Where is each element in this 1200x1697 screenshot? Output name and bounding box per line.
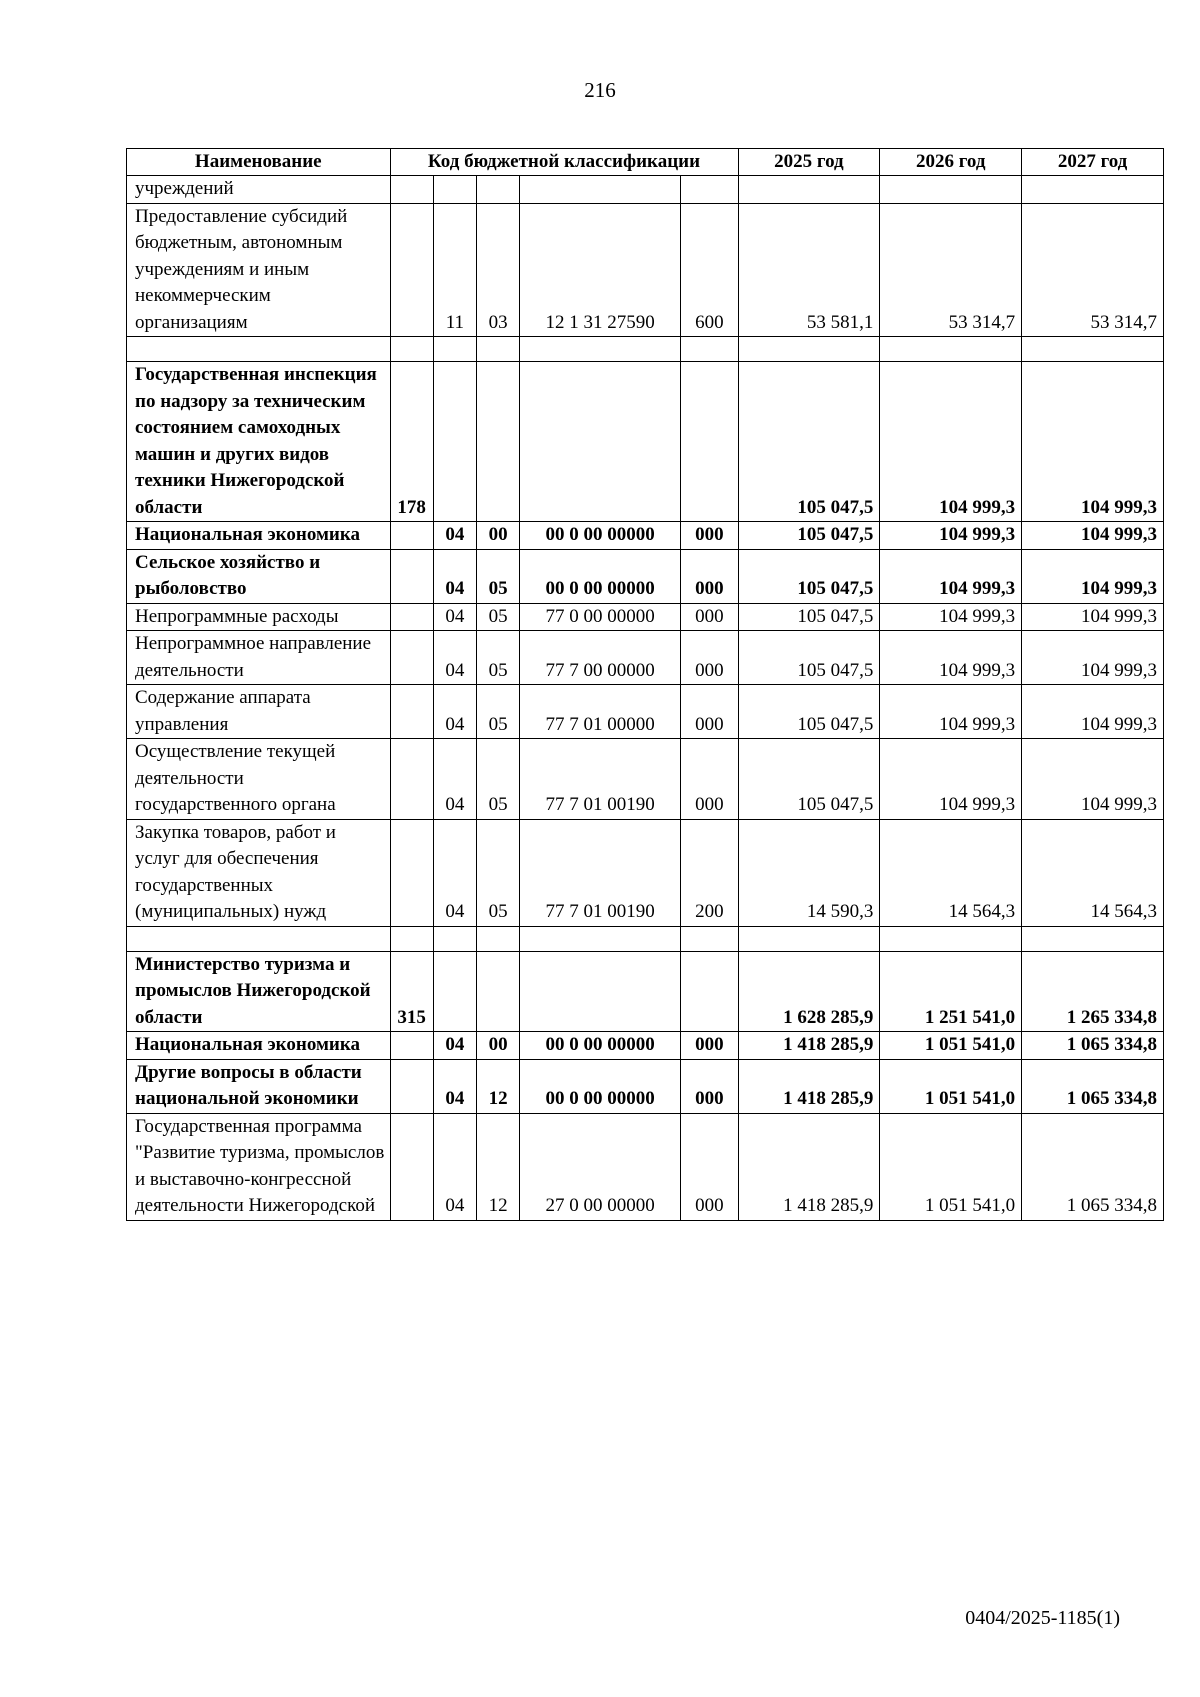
cell-2025: 105 047,5 <box>738 685 880 739</box>
cell-section: 04 <box>433 1059 476 1113</box>
cell-2025 <box>738 337 880 362</box>
row-name: Предоставление субсидий бюджетным, автономным учреждениям и иным некоммерческим организациям <box>127 203 391 337</box>
page-number: 216 <box>584 78 616 102</box>
cell-section <box>433 176 476 204</box>
cell-dept <box>390 1032 433 1060</box>
row-name: Осуществление текущей деятельности государственного органа <box>127 739 391 820</box>
cell-expense-kind: 200 <box>681 819 738 926</box>
cell-expense-kind: 000 <box>681 685 738 739</box>
table-row <box>127 362 1164 522</box>
cell-section: 04 <box>433 631 476 685</box>
cell-2027 <box>1022 337 1164 362</box>
cell-2027: 104 999,3 <box>1022 603 1164 631</box>
row-name: Непрограммные расходы <box>127 603 391 631</box>
table-row <box>127 522 1164 550</box>
cell-dept <box>390 522 433 550</box>
cell-section: 04 <box>433 522 476 550</box>
table-row <box>127 1032 1164 1060</box>
cell-2025: 14 590,3 <box>738 819 880 926</box>
cell-expense-kind: 600 <box>681 203 738 337</box>
table-row <box>127 685 1164 739</box>
cell-expense-kind: 000 <box>681 739 738 820</box>
cell-dept <box>390 337 433 362</box>
cell-2025: 105 047,5 <box>738 362 880 522</box>
cell-2027: 14 564,3 <box>1022 819 1164 926</box>
cell-2027: 104 999,3 <box>1022 549 1164 603</box>
cell-target-code: 00 0 00 00000 <box>520 522 681 550</box>
cell-target-code: 77 7 01 00190 <box>520 819 681 926</box>
table-row <box>127 739 1164 820</box>
cell-section: 04 <box>433 1113 476 1220</box>
cell-2026: 104 999,3 <box>880 685 1022 739</box>
cell-2026: 104 999,3 <box>880 603 1022 631</box>
cell-target-code: 00 0 00 00000 <box>520 549 681 603</box>
cell-expense-kind: 000 <box>681 549 738 603</box>
cell-2025: 1 628 285,9 <box>738 951 880 1032</box>
table-row <box>127 176 1164 204</box>
cell-2026: 1 251 541,0 <box>880 951 1022 1032</box>
cell-2025 <box>738 176 880 204</box>
cell-subsection: 12 <box>476 1113 519 1220</box>
cell-2026: 104 999,3 <box>880 549 1022 603</box>
cell-subsection: 05 <box>476 739 519 820</box>
cell-expense-kind: 000 <box>681 522 738 550</box>
cell-subsection: 05 <box>476 685 519 739</box>
table-row <box>127 819 1164 926</box>
cell-dept <box>390 685 433 739</box>
cell-target-code: 77 0 00 00000 <box>520 603 681 631</box>
cell-target-code: 77 7 00 00000 <box>520 631 681 685</box>
cell-2025: 1 418 285,9 <box>738 1059 880 1113</box>
table-row <box>127 926 1164 951</box>
cell-dept: 178 <box>390 362 433 522</box>
cell-section: 04 <box>433 603 476 631</box>
cell-dept <box>390 631 433 685</box>
header-2025: 2025 год <box>738 149 880 176</box>
cell-2026 <box>880 176 1022 204</box>
cell-target-code: 27 0 00 00000 <box>520 1113 681 1220</box>
cell-subsection: 12 <box>476 1059 519 1113</box>
cell-section: 11 <box>433 203 476 337</box>
cell-subsection <box>476 926 519 951</box>
row-name: Министерство туризма и промыслов Нижегородской области <box>127 951 391 1032</box>
cell-target-code: 00 0 00 00000 <box>520 1059 681 1113</box>
budget-table <box>126 148 1164 1221</box>
cell-2027: 104 999,3 <box>1022 631 1164 685</box>
header-2027: 2027 год <box>1022 149 1164 176</box>
cell-2027: 104 999,3 <box>1022 685 1164 739</box>
cell-section <box>433 926 476 951</box>
table-row <box>127 631 1164 685</box>
row-name: Сельское хозяйство и рыболовство <box>127 549 391 603</box>
cell-expense-kind: 000 <box>681 631 738 685</box>
table-row <box>127 203 1164 337</box>
cell-target-code <box>520 951 681 1032</box>
cell-expense-kind <box>681 362 738 522</box>
cell-2025 <box>738 926 880 951</box>
table-body <box>127 176 1164 1221</box>
cell-subsection: 05 <box>476 819 519 926</box>
cell-2027 <box>1022 926 1164 951</box>
cell-subsection: 00 <box>476 522 519 550</box>
cell-expense-kind: 000 <box>681 603 738 631</box>
cell-expense-kind: 000 <box>681 1113 738 1220</box>
row-name <box>127 337 391 362</box>
cell-subsection <box>476 176 519 204</box>
cell-expense-kind <box>681 926 738 951</box>
cell-expense-kind: 000 <box>681 1059 738 1113</box>
cell-dept <box>390 1059 433 1113</box>
cell-target-code <box>520 926 681 951</box>
cell-2025: 1 418 285,9 <box>738 1032 880 1060</box>
cell-2025: 105 047,5 <box>738 603 880 631</box>
cell-2025: 53 581,1 <box>738 203 880 337</box>
cell-section: 04 <box>433 685 476 739</box>
cell-target-code: 12 1 31 27590 <box>520 203 681 337</box>
cell-2027: 104 999,3 <box>1022 362 1164 522</box>
row-name: Другие вопросы в области национальной экономики <box>127 1059 391 1113</box>
cell-2025: 105 047,5 <box>738 522 880 550</box>
cell-subsection: 05 <box>476 603 519 631</box>
cell-section: 04 <box>433 549 476 603</box>
cell-2027: 1 265 334,8 <box>1022 951 1164 1032</box>
cell-dept <box>390 926 433 951</box>
cell-2025: 1 418 285,9 <box>738 1113 880 1220</box>
cell-subsection: 00 <box>476 1032 519 1060</box>
row-name: Содержание аппарата управления <box>127 685 391 739</box>
document-id: 0404/2025-1185(1) <box>965 1607 1120 1629</box>
table-row <box>127 549 1164 603</box>
cell-section: 04 <box>433 1032 476 1060</box>
header-name: Наименование <box>127 149 391 176</box>
row-name: Государственная инспекция по надзору за техническим состоянием самоходных машин и других видов техники Нижегородской области <box>127 362 391 522</box>
cell-dept: 315 <box>390 951 433 1032</box>
header-code: Код бюджетной классификации <box>390 149 738 176</box>
row-name: Национальная экономика <box>127 522 391 550</box>
cell-2027: 1 065 334,8 <box>1022 1059 1164 1113</box>
cell-target-code <box>520 337 681 362</box>
cell-dept <box>390 176 433 204</box>
cell-2027: 1 065 334,8 <box>1022 1032 1164 1060</box>
cell-section <box>433 362 476 522</box>
cell-2027 <box>1022 176 1164 204</box>
cell-target-code <box>520 362 681 522</box>
cell-dept <box>390 739 433 820</box>
cell-2026: 14 564,3 <box>880 819 1022 926</box>
cell-target-code: 77 7 01 00190 <box>520 739 681 820</box>
cell-subsection: 05 <box>476 549 519 603</box>
cell-section <box>433 951 476 1032</box>
row-name: Национальная экономика <box>127 1032 391 1060</box>
row-name: Непрограммное направление деятельности <box>127 631 391 685</box>
cell-2027: 104 999,3 <box>1022 522 1164 550</box>
cell-expense-kind <box>681 176 738 204</box>
cell-2027: 1 065 334,8 <box>1022 1113 1164 1220</box>
cell-subsection <box>476 951 519 1032</box>
cell-dept <box>390 549 433 603</box>
cell-2026 <box>880 926 1022 951</box>
cell-section <box>433 337 476 362</box>
cell-2026: 1 051 541,0 <box>880 1113 1022 1220</box>
table-row <box>127 337 1164 362</box>
cell-section: 04 <box>433 739 476 820</box>
table-row <box>127 603 1164 631</box>
row-name <box>127 926 391 951</box>
cell-2025: 105 047,5 <box>738 631 880 685</box>
cell-2026: 1 051 541,0 <box>880 1059 1022 1113</box>
cell-2025: 105 047,5 <box>738 739 880 820</box>
cell-2025: 105 047,5 <box>738 549 880 603</box>
cell-2026: 53 314,7 <box>880 203 1022 337</box>
cell-2026: 104 999,3 <box>880 631 1022 685</box>
table-row <box>127 1113 1164 1220</box>
cell-dept <box>390 603 433 631</box>
cell-target-code: 77 7 01 00000 <box>520 685 681 739</box>
row-name: Государственная программа "Развитие туризма, промыслов и выставочно-конгрессной деятельности Нижегородской <box>127 1113 391 1220</box>
header-2026: 2026 год <box>880 149 1022 176</box>
cell-expense-kind: 000 <box>681 1032 738 1060</box>
row-name: Закупка товаров, работ и услуг для обеспечения государственных (муниципальных) нужд <box>127 819 391 926</box>
cell-target-code: 00 0 00 00000 <box>520 1032 681 1060</box>
cell-subsection <box>476 362 519 522</box>
cell-expense-kind <box>681 951 738 1032</box>
cell-expense-kind <box>681 337 738 362</box>
cell-2026: 1 051 541,0 <box>880 1032 1022 1060</box>
table-row <box>127 1059 1164 1113</box>
cell-dept <box>390 203 433 337</box>
row-name: учреждений <box>127 176 391 204</box>
cell-2026: 104 999,3 <box>880 739 1022 820</box>
cell-2027: 53 314,7 <box>1022 203 1164 337</box>
cell-section: 04 <box>433 819 476 926</box>
cell-subsection <box>476 337 519 362</box>
cell-2026: 104 999,3 <box>880 362 1022 522</box>
cell-subsection: 05 <box>476 631 519 685</box>
cell-subsection: 03 <box>476 203 519 337</box>
cell-dept <box>390 1113 433 1220</box>
cell-target-code <box>520 176 681 204</box>
table-row <box>127 951 1164 1032</box>
table-header <box>127 149 1164 176</box>
cell-2026: 104 999,3 <box>880 522 1022 550</box>
cell-dept <box>390 819 433 926</box>
cell-2027: 104 999,3 <box>1022 739 1164 820</box>
cell-2026 <box>880 337 1022 362</box>
